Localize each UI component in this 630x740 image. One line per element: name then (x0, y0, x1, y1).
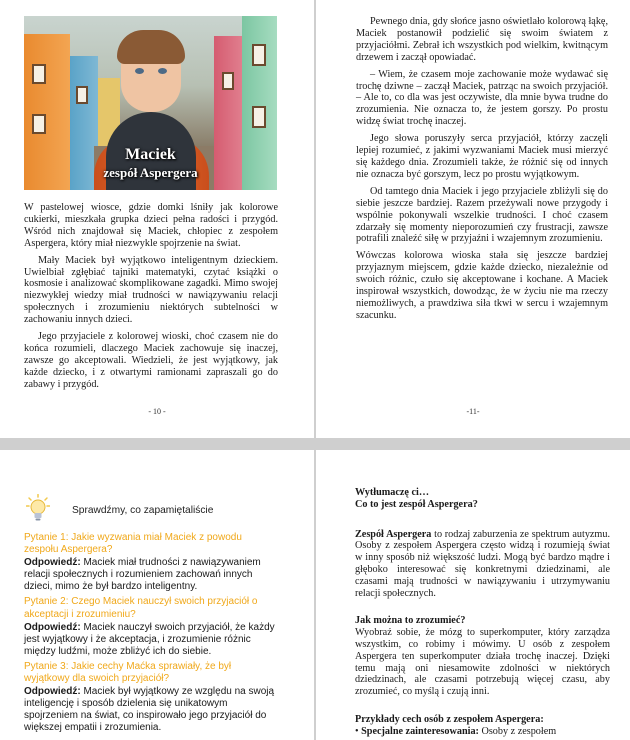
boy-eye-left (135, 68, 144, 74)
paragraph: Od tamtego dnia Maciek i jego przyjaciele zbliżyli się do siebie jeszcze bardziej. Razem przeżywali nowe przygody i wspólnie pokonywali wszelkie trudności. I choć czasem zdarzały się momenty nieporozumień czy frustracji, zawsze potrafili znaleźć siłę w przyjaźni i wzajemnym zrozumieniu. (356, 185, 608, 245)
quiz-question: Pytanie 2: Czego Maciek nauczył swoich przyjaciół o akceptacji i zrozumieniu? (24, 596, 258, 620)
paragraph: Jego przyjaciele z kolorowej wioski, choć czasem nie do końca rozumieli, dlaczego Maciek zachowuje się inaczej, zawsze go akceptowali. Wiedzieli, że jest wyjątkowy, jak każde dziecko, i z otwartymi ramionami zapraszali go do zabawy i przygód. (24, 331, 278, 390)
explanation-text (355, 487, 610, 740)
quiz-answer (24, 622, 278, 658)
quiz-list (24, 532, 278, 738)
examples-list (355, 726, 610, 738)
story-text (356, 16, 608, 327)
intro-text: to rodzaj zaburzenia ze spektrum autyzmu. Osoby z zespołem Aspergera często widzą i rozumieją świat w inny sposób niż większość ludzi. Mogą być bardzo mądre i głęboko interesować się konkretnymi dziedzinami, ale czasami mają trudności w nawiązywaniu i utrzymywaniu relacji społecznych. (355, 528, 610, 599)
explanation-heading: Wytłumaczę ci… (355, 487, 430, 498)
list-item-term: Specjalne zainteresowania: (361, 725, 479, 737)
quiz-answer (24, 686, 278, 734)
quiz-answer (24, 557, 278, 593)
answer-text: Maciek miał trudności z nawiązywaniem relacji społecznych i rozumieniem zachowań innych dzieci, mimo że był bardzo inteligentny. (24, 557, 261, 593)
boy-hair (117, 30, 185, 64)
cover-title: Maciek (125, 146, 176, 163)
answer-text: Maciek był wyjątkowy ze względu na swoją inteligencję i sposób dzielenia się unikatowym spojrzeniem na świat, co inspirowało jego przyjaciół do większej empatii i zrozumienia. (24, 686, 275, 734)
quiz-heading: Sprawdźmy, co zapamiętaliście (72, 505, 214, 516)
answer-label: Odpowiedź: (24, 621, 81, 633)
story-text (24, 202, 278, 396)
paragraph: W pastelowej wiosce, gdzie domki lśniły jak kolorowe cukierki, mieszkała grupka dzieci pełna radości i przygód. Wśród nich znajdował się Maciek, chłopiec z zespołem Aspergera, który miał niezwykle spojrzenie na świat. (24, 202, 278, 249)
paragraph: Jego słowa poruszyły serca przyjaciół, którzy zaczęli lepiej rozumieć, z jakimi wyzwaniami Maciek musi mierzyć się każdego dnia. Zrozumieli także, że różnić się od innych nie oznacza być gorszym, lecz po prostu wyjątkowym. (356, 133, 608, 180)
cover-illustration (24, 16, 277, 190)
list-item-text: Osoby z zespołem (478, 725, 557, 737)
section-heading: Przykłady cech osób z zespołem Aspergera: (355, 713, 544, 725)
page-10 (0, 0, 314, 438)
answer-label: Odpowiedź: (24, 557, 81, 569)
cover-subtitle: zespół Aspergera (103, 165, 198, 180)
paragraph: – Wiem, że czasem moje zachowanie może wydawać się trochę dziwne – zaczął Maciek, patrząc na swoich przyjaciół. – Ale to, co dla was jest oczywiste, dla mnie bywa trudne do zrozumienia. Nie oznacza to, że jestem gorszy. Po prostu widzę świat trochę inaczej. (356, 68, 608, 128)
page-12 (0, 450, 314, 740)
quiz-question: Pytanie 1: Jakie wyzwania miał Maciek z powodu zespołu Aspergera? (24, 532, 242, 556)
page-13 (316, 450, 630, 740)
lightbulb-icon (26, 494, 50, 524)
explanation-subheading: Co to jest zespół Aspergera? (355, 498, 478, 510)
list-item (355, 726, 610, 738)
paragraph: Mały Maciek był wyjątkowo inteligentnym dzieckiem. Uwielbiał zgłębiać tajniki matematyki, czytać książki o kosmosie i analizować skomplikowane zagadki. Mimo swojej niezwykłej wiedzy miał trudności w nawiązywaniu relacji społecznych i zrozumieniu niektórych subtelności w zachowaniu innych dzieci. (24, 254, 278, 326)
page-number: -11- (466, 407, 480, 416)
section-text: Wyobraź sobie, że mózg to superkomputer, który zarządza wszystkim, co robimy i mówimy. U osób z zespołem Aspergera ten superkomputer działa trochę inaczej. Dzięki temu mają oni niesamowite zdolności w niektórych dziedzinach, ale czasami potrzebują więcej czasu, aby zrozumieć, co myślą i czują inni. (355, 627, 610, 698)
paragraph: Wówczas kolorowa wioska stała się jeszcze bardziej przyjaznym miejscem, gdzie każde dziecko, niezależnie od swoich różnic, czuło się akceptowane i kochane. A Maciek inspirował wszystkich, dowodząc, że w życiu nie ma rzeczy niemożliwych, a prawdziwa siła tkwi w sercu i wzajemnym szacunku. (356, 250, 608, 321)
page-11 (316, 0, 630, 438)
answer-text: Maciek nauczył swoich przyjaciół, że każdy jest wyjątkowy i że akceptacja, i zrozumienie różnic między ludźmi, może zbliżyć ich do siebie. (24, 621, 275, 657)
intro-term: Zespół Aspergera (355, 528, 432, 540)
quiz-question: Pytanie 3: Jakie cechy Maćka sprawiały, że był wyjątkowy dla swoich przyjaciół? (24, 660, 232, 685)
page-number: - 10 - (148, 407, 166, 416)
section-heading: Jak można to zrozumieć? (355, 615, 466, 627)
intro-paragraph (355, 529, 610, 600)
answer-label: Odpowiedź: (24, 686, 81, 698)
paragraph: Pewnego dnia, gdy słońce jasno oświetlało kolorową łąkę, Maciek postanowił podzielić się swoim światem z przyjaciółmi. Zebrał ich wszystkich pod wielkim, kwitnącym drzewem i zaczął opowiadać. (356, 16, 608, 63)
boy-eye-right (158, 68, 167, 74)
